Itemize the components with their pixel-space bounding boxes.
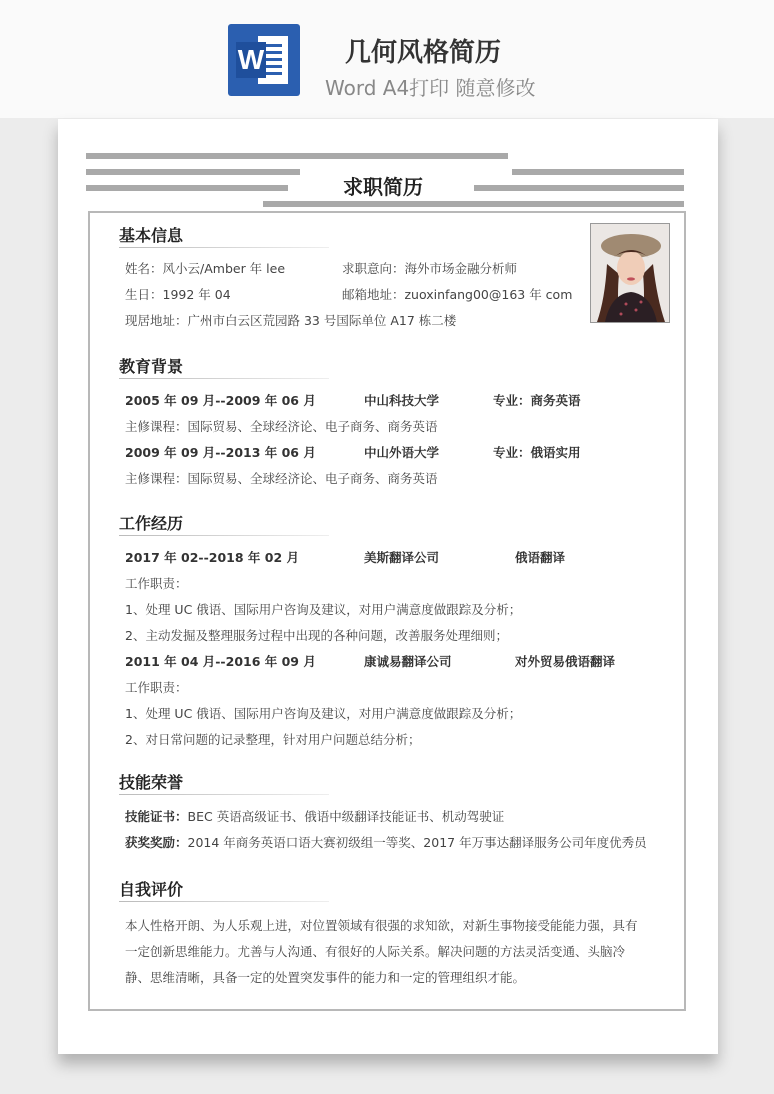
edu-major: 专业：商务英语	[493, 393, 581, 408]
section-title-education: 教育背景	[119, 357, 184, 376]
skill-award-value: 2014 年商务英语口语大赛初级组一等奖、2017 年万事达翻译服务公司年度优秀员	[187, 835, 647, 850]
skill-award-label: 获奖奖励：	[125, 835, 188, 850]
edu-courses: 主修课程：国际贸易、全球经济论、电子商务、商务英语	[125, 419, 438, 434]
section-title-basic: 基本信息	[119, 226, 184, 245]
section-title-self-eval: 自我评价	[119, 880, 184, 899]
address-field: 现居地址：广州市白云区荒园路 33 号国际单位 A17 栋二楼	[125, 313, 457, 328]
target-field: 求职意向：海外市场金融分析师	[342, 261, 518, 276]
section-divider	[119, 378, 329, 379]
work-company: 美斯翻译公司	[364, 550, 440, 565]
edu-courses: 主修课程：国际贸易、全球经济论、电子商务、商务英语	[125, 471, 438, 486]
name-field: 姓名：风小云/Amber 年 lee	[125, 261, 286, 276]
profile-photo	[590, 223, 670, 323]
deco-bar	[474, 185, 684, 191]
resume-page	[58, 119, 718, 1054]
deco-bar	[86, 153, 508, 159]
section-divider	[119, 901, 329, 902]
section-title-work: 工作经历	[119, 514, 184, 533]
work-role: 俄语翻译	[515, 550, 566, 565]
work-period: 2011 年 04 月--2016 年 09 月	[125, 654, 316, 669]
section-title-skills: 技能荣誉	[119, 773, 184, 792]
skill-cert-label: 技能证书：	[125, 809, 188, 824]
work-duty: 1、处理 UC 俄语、国际用户咨询及建议，对用户满意度做跟踪及分析；	[125, 602, 522, 617]
edu-school: 中山外语大学	[364, 445, 440, 460]
deco-bar	[86, 185, 288, 191]
edu-major: 专业：俄语实用	[493, 445, 581, 460]
work-role: 对外贸易俄语翻译	[515, 654, 616, 669]
word-logo-icon	[228, 24, 300, 96]
deco-bar	[512, 169, 684, 175]
work-duty: 2、主动发掘及整理服务过程中出现的各种问题，改善服务处理细则；	[125, 628, 508, 643]
banner-subtitle: Word A4打印 随意修改	[325, 76, 536, 100]
skill-award	[125, 833, 647, 851]
email-field: 邮箱地址：zuoxinfang00@163 年 com	[342, 287, 573, 302]
work-duty: 1、处理 UC 俄语、国际用户咨询及建议，对用户满意度做跟踪及分析；	[125, 706, 522, 721]
banner-title: 几何风格简历	[345, 38, 502, 68]
work-duty: 2、对日常问题的记录整理，针对用户问题总结分析；	[125, 732, 421, 747]
birth-field: 生日：1992 年 04	[125, 287, 231, 302]
header-banner	[0, 0, 774, 118]
work-duty-label: 工作职责：	[125, 576, 188, 591]
word-logo-letter: W	[236, 42, 266, 78]
self-eval-text: 本人性格开朗、为人乐观上进，对位置领域有很强的求知欲，对新生事物接受能能力强，具有一定创新思维能力。尤善与人沟通、有很好的人际关系。解决问题的方法灵活变通、头脑冷静、思维清晰，具备一定的处置突发事件的能力和一定的管理组织才能。	[125, 918, 638, 985]
resume-title: 求职简历	[343, 175, 423, 199]
work-company: 康诚易翻译公司	[364, 654, 452, 669]
skill-cert	[125, 807, 504, 825]
work-duty-label: 工作职责：	[125, 680, 188, 695]
section-divider	[119, 794, 329, 795]
section-divider	[119, 535, 329, 536]
section-divider	[119, 247, 329, 248]
edu-period: 2009 年 09 月--2013 年 06 月	[125, 445, 316, 460]
edu-school: 中山科技大学	[364, 393, 440, 408]
work-period: 2017 年 02--2018 年 02 月	[125, 550, 300, 565]
skill-cert-value: BEC 英语高级证书、俄语中级翻译技能证书、机动驾驶证	[187, 809, 505, 824]
deco-bar	[263, 201, 684, 207]
deco-bar	[86, 169, 300, 175]
edu-period: 2005 年 09 月--2009 年 06 月	[125, 393, 316, 408]
